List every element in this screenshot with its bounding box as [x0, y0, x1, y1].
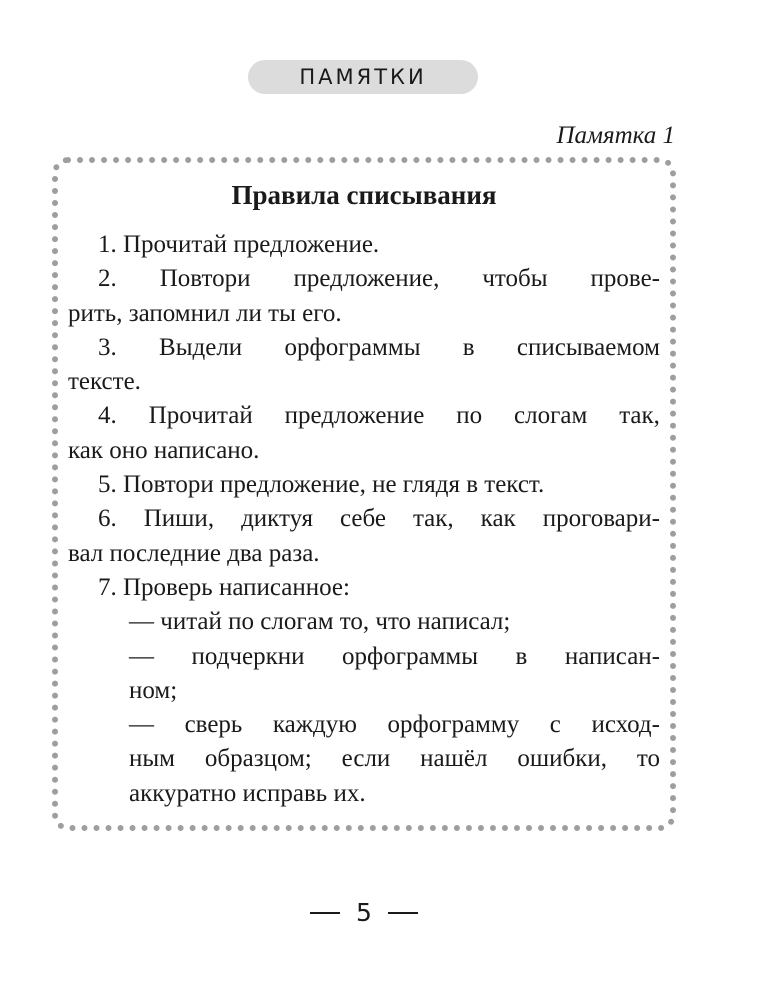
word: с	[549, 711, 561, 739]
word: 6.	[98, 505, 117, 533]
word: предложение,	[293, 265, 440, 293]
word: ным	[129, 745, 175, 773]
word: сверь	[184, 711, 243, 739]
word: образцом;	[204, 745, 312, 773]
word: нашёл	[420, 745, 488, 773]
word: то	[636, 745, 660, 773]
word: списываемом	[516, 333, 660, 361]
word: по	[456, 402, 483, 430]
page-number: 5	[356, 898, 372, 927]
word: если	[341, 745, 391, 773]
word: 3.	[98, 333, 117, 361]
rule-line	[68, 502, 660, 536]
word: Повтори	[159, 265, 251, 293]
rule-subline: ном;	[129, 676, 178, 704]
word: исход-	[591, 711, 660, 739]
word: так,	[412, 505, 454, 533]
word: как	[480, 505, 516, 533]
rule-line	[68, 331, 660, 365]
rule-subline: аккуратно исправь их.	[129, 779, 366, 807]
rule-line: вал последние два раза.	[68, 539, 320, 567]
section-title: ПАМЯТКИ	[299, 65, 427, 89]
word: предложение	[284, 402, 425, 430]
rule-line: рить, запомнил ли ты его.	[68, 299, 342, 327]
word: в	[515, 642, 528, 670]
word: орфограммы	[342, 642, 479, 670]
rules-list	[68, 228, 660, 811]
section-header-badge	[248, 60, 478, 94]
word: 2.	[98, 265, 117, 293]
word: чтобы	[482, 265, 548, 293]
rule-subline	[68, 742, 660, 776]
rule-line: 5. Повтори предложение, не глядя в текст.	[98, 471, 545, 499]
word: слогам	[514, 402, 588, 430]
word: себе	[339, 505, 386, 533]
word: ошибки,	[517, 745, 607, 773]
word: каждую	[272, 711, 357, 739]
rule-line: тексте.	[68, 368, 141, 396]
word: так,	[619, 402, 660, 430]
word: написан-	[564, 642, 660, 670]
word: проговари-	[542, 505, 660, 533]
word: диктуя	[241, 505, 313, 533]
memo-label: Памятка 1	[556, 122, 675, 149]
word: —	[129, 642, 154, 670]
rule-subline: — читай по слогам то, что написал;	[129, 608, 511, 636]
left-dash	[310, 912, 340, 914]
word: орфограммы	[284, 333, 421, 361]
word: Выдели	[159, 333, 243, 361]
word: Прочитай	[148, 402, 253, 430]
word: прове-	[590, 265, 660, 293]
rule-line: 7. Проверь написанное:	[98, 573, 350, 601]
rule-line: как оно написано.	[68, 436, 260, 464]
rule-line	[68, 262, 660, 296]
page-number-footer	[0, 898, 728, 927]
word: Пиши,	[143, 505, 215, 533]
word: —	[129, 711, 154, 739]
rule-line	[68, 399, 660, 433]
word: в	[462, 333, 475, 361]
rule-line: 1. Прочитай предложение.	[98, 231, 380, 258]
word: орфограмму	[387, 711, 520, 739]
memo-title: Правила списывания	[231, 180, 497, 210]
right-dash	[388, 912, 418, 914]
word: подчеркни	[191, 642, 305, 670]
rule-subline	[68, 708, 660, 742]
rule-subline	[68, 640, 660, 674]
word: 4.	[98, 402, 117, 430]
